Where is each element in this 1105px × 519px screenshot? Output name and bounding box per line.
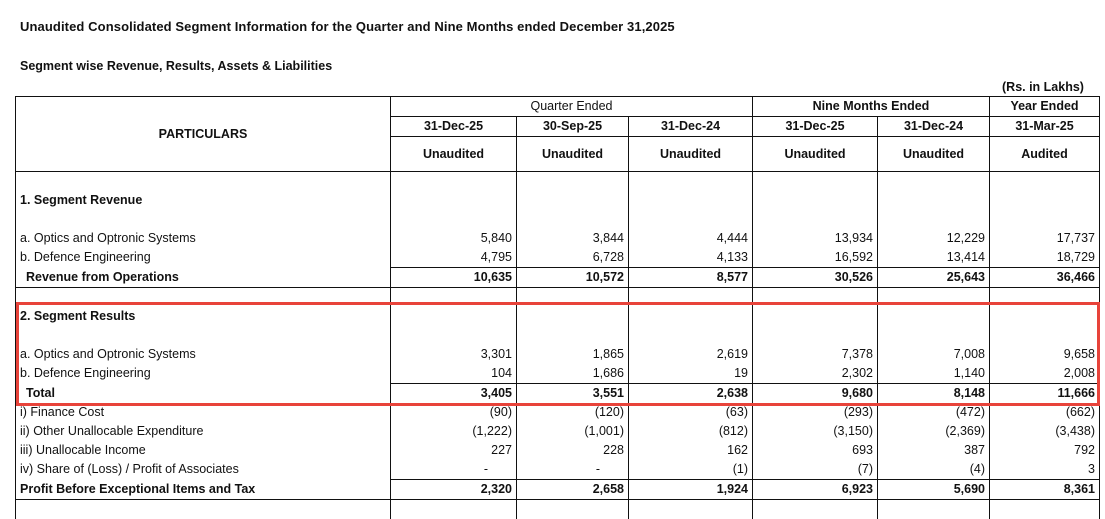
- segment-table: [15, 96, 1100, 519]
- spacer-row: [16, 288, 1100, 308]
- cell-value: 2,619: [629, 345, 753, 364]
- date-header: 31-Mar-25: [990, 117, 1100, 137]
- particulars-header: PARTICULARS: [16, 97, 391, 172]
- cell-value: (120): [517, 403, 629, 422]
- date-header: 31-Dec-24: [629, 117, 753, 137]
- cell-value: 227: [391, 441, 517, 460]
- spacer-row: [16, 500, 1100, 519]
- cell-value: (90): [391, 403, 517, 422]
- header-row-groups: [16, 97, 1100, 117]
- document-title: Unaudited Consolidated Segment Information for the Quarter and Nine Months ended December 31,2025: [20, 19, 675, 34]
- row-label: iii) Unallocable Income: [16, 441, 391, 460]
- cell-value: 11,666: [990, 384, 1100, 404]
- segment-results-heading-row: [16, 307, 1100, 326]
- cell-value: 10,635: [391, 268, 517, 288]
- cell-value: (472): [878, 403, 990, 422]
- row-label: Total: [16, 384, 391, 404]
- cell-value: (293): [753, 403, 878, 422]
- status-header: Unaudited: [878, 137, 990, 172]
- row-label: a. Optics and Optronic Systems: [16, 345, 391, 364]
- cell-value: (3,150): [753, 422, 878, 441]
- cell-value: (812): [629, 422, 753, 441]
- cell-value: (662): [990, 403, 1100, 422]
- cell-value: 9,680: [753, 384, 878, 404]
- cell-value: 2,320: [391, 480, 517, 500]
- spacer-row: [16, 172, 1100, 192]
- cell-value: 10,572: [517, 268, 629, 288]
- cell-value: (2,369): [878, 422, 990, 441]
- total-row: [16, 268, 1100, 288]
- spacer-row: [16, 210, 1100, 229]
- table-row: [16, 248, 1100, 268]
- cell-value: 3,844: [517, 229, 629, 248]
- cell-value: (1,222): [391, 422, 517, 441]
- cell-value: 18,729: [990, 248, 1100, 268]
- cell-value: 19: [629, 364, 753, 384]
- cell-value: (4): [878, 460, 990, 480]
- cell-value: 8,577: [629, 268, 753, 288]
- cell-value: 693: [753, 441, 878, 460]
- quarter-ended-header: Quarter Ended: [391, 97, 753, 117]
- cell-value: -: [391, 460, 517, 480]
- profit-before-row: [16, 480, 1100, 500]
- cell-value: (1): [629, 460, 753, 480]
- cell-value: 387: [878, 441, 990, 460]
- document-subtitle: Segment wise Revenue, Results, Assets & Liabilities: [20, 59, 332, 73]
- cell-value: (7): [753, 460, 878, 480]
- cell-value: 1,686: [517, 364, 629, 384]
- cell-value: 3: [990, 460, 1100, 480]
- cell-value: (3,438): [990, 422, 1100, 441]
- status-header: Unaudited: [391, 137, 517, 172]
- cell-value: 4,444: [629, 229, 753, 248]
- cell-value: 30,526: [753, 268, 878, 288]
- status-header: Unaudited: [753, 137, 878, 172]
- cell-value: 3,551: [517, 384, 629, 404]
- cell-value: 228: [517, 441, 629, 460]
- cell-value: 162: [629, 441, 753, 460]
- table-row: [16, 460, 1100, 480]
- cell-value: 9,658: [990, 345, 1100, 364]
- row-label: b. Defence Engineering: [16, 364, 391, 384]
- cell-value: 7,378: [753, 345, 878, 364]
- row-label: Revenue from Operations: [16, 268, 391, 288]
- cell-value: 8,148: [878, 384, 990, 404]
- cell-value: 36,466: [990, 268, 1100, 288]
- cell-value: 4,133: [629, 248, 753, 268]
- cell-value: 16,592: [753, 248, 878, 268]
- date-header: 31-Dec-25: [753, 117, 878, 137]
- segment-revenue-heading-row: [16, 191, 1100, 210]
- cell-value: 13,414: [878, 248, 990, 268]
- segment-results-heading: 2. Segment Results: [16, 307, 391, 326]
- cell-value: 3,301: [391, 345, 517, 364]
- total-row: [16, 384, 1100, 404]
- cell-value: 7,008: [878, 345, 990, 364]
- status-header: Unaudited: [517, 137, 629, 172]
- row-label: Profit Before Exceptional Items and Tax: [16, 480, 391, 500]
- cell-value: 1,865: [517, 345, 629, 364]
- segment-revenue-heading: 1. Segment Revenue: [16, 191, 391, 210]
- cell-value: 2,302: [753, 364, 878, 384]
- date-header: 31-Dec-25: [391, 117, 517, 137]
- cell-value: 25,643: [878, 268, 990, 288]
- table-row: [16, 441, 1100, 460]
- cell-value: 104: [391, 364, 517, 384]
- table-row: [16, 403, 1100, 422]
- cell-value: 3,405: [391, 384, 517, 404]
- nine-months-header: Nine Months Ended: [753, 97, 990, 117]
- cell-value: 4,795: [391, 248, 517, 268]
- table-row: [16, 345, 1100, 364]
- cell-value: (1,001): [517, 422, 629, 441]
- table-row: [16, 364, 1100, 384]
- cell-value: 5,840: [391, 229, 517, 248]
- table-row: [16, 422, 1100, 441]
- row-label: a. Optics and Optronic Systems: [16, 229, 391, 248]
- cell-value: 1,924: [629, 480, 753, 500]
- units-label: (Rs. in Lakhs): [1002, 80, 1084, 94]
- cell-value: 2,658: [517, 480, 629, 500]
- row-label: iv) Share of (Loss) / Profit of Associates: [16, 460, 391, 480]
- spacer-row: [16, 326, 1100, 345]
- cell-value: 17,737: [990, 229, 1100, 248]
- cell-value: 792: [990, 441, 1100, 460]
- cell-value: 2,638: [629, 384, 753, 404]
- row-label: i) Finance Cost: [16, 403, 391, 422]
- cell-value: 12,229: [878, 229, 990, 248]
- date-header: 30-Sep-25: [517, 117, 629, 137]
- cell-value: -: [517, 460, 629, 480]
- row-label: ii) Other Unallocable Expenditure: [16, 422, 391, 441]
- table-row: [16, 229, 1100, 248]
- cell-value: 6,923: [753, 480, 878, 500]
- cell-value: (63): [629, 403, 753, 422]
- cell-value: 1,140: [878, 364, 990, 384]
- cell-value: 2,008: [990, 364, 1100, 384]
- cell-value: 13,934: [753, 229, 878, 248]
- year-ended-header: Year Ended: [990, 97, 1100, 117]
- date-header: 31-Dec-24: [878, 117, 990, 137]
- row-label: b. Defence Engineering: [16, 248, 391, 268]
- cell-value: 8,361: [990, 480, 1100, 500]
- cell-value: 5,690: [878, 480, 990, 500]
- cell-value: 6,728: [517, 248, 629, 268]
- status-header: Audited: [990, 137, 1100, 172]
- status-header: Unaudited: [629, 137, 753, 172]
